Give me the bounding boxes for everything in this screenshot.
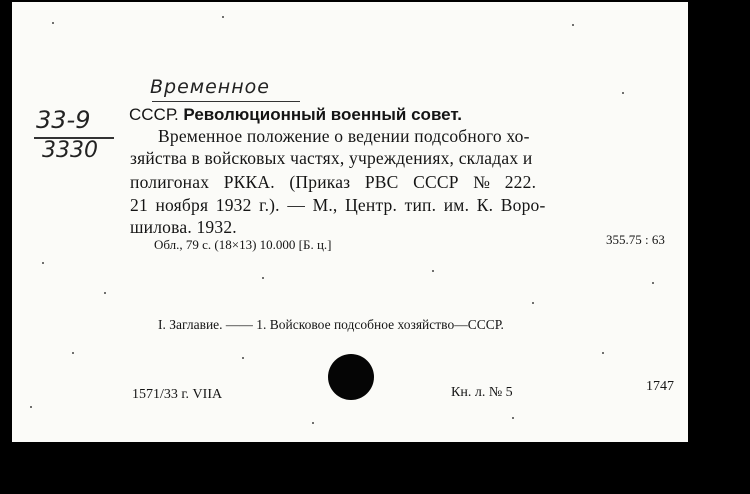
classification-index: 355.75 : 63 (606, 232, 665, 247)
scan-speck (72, 352, 74, 354)
scan-speck (222, 16, 224, 18)
scan-speck (602, 352, 604, 354)
scan-speck (42, 262, 44, 264)
scan-speck (312, 422, 314, 424)
title-line-2: зяйства в войсковых частях, учреждениях, складах и (130, 148, 533, 168)
scan-speck (104, 292, 106, 294)
scan-speck (52, 22, 54, 24)
book-chronicle-number: Кн. л. № 5 (451, 385, 513, 400)
scan-speck (30, 406, 32, 408)
scan-speck (512, 417, 514, 419)
handwritten-heading: Временное (150, 76, 270, 98)
heading-underline (152, 101, 300, 102)
scan-speck (262, 277, 264, 279)
scan-speck (532, 302, 534, 304)
physical-description: Обл., 79 с. (18×13) 10.000 [Б. ц.] (154, 237, 332, 252)
title-line-5: шилова. 1932. (130, 217, 237, 237)
shelfmark-top: 33-9 (36, 106, 91, 134)
accession-number: 1571/33 г. VIIA (132, 387, 223, 402)
title-line-4: 21 ноября 1932 г.). — М., Центр. тип. им. К. Воро- (130, 195, 546, 215)
punch-hole (328, 354, 374, 400)
author-heading (129, 105, 462, 125)
scan-speck (572, 24, 574, 26)
scan-speck (242, 357, 244, 359)
shelfmark-bottom: 3330 (42, 138, 98, 163)
scan-speck (432, 270, 434, 272)
author-country: СССР. (129, 105, 179, 124)
author-body: Революционный военный совет. (183, 105, 462, 124)
tracings: I. Заглавие. —— 1. Войсковое подсобное хозяйство—СССР. (158, 317, 504, 332)
title-line-1: Временное положение о ведении подсобного хо- (158, 126, 530, 146)
scan-speck (622, 92, 624, 94)
catalog-card (12, 2, 688, 442)
scan-speck (652, 282, 654, 284)
card-number: 1747 (646, 379, 674, 394)
title-line-3: полигонах РККА. (Приказ РВС СССР № 222. (130, 172, 537, 192)
